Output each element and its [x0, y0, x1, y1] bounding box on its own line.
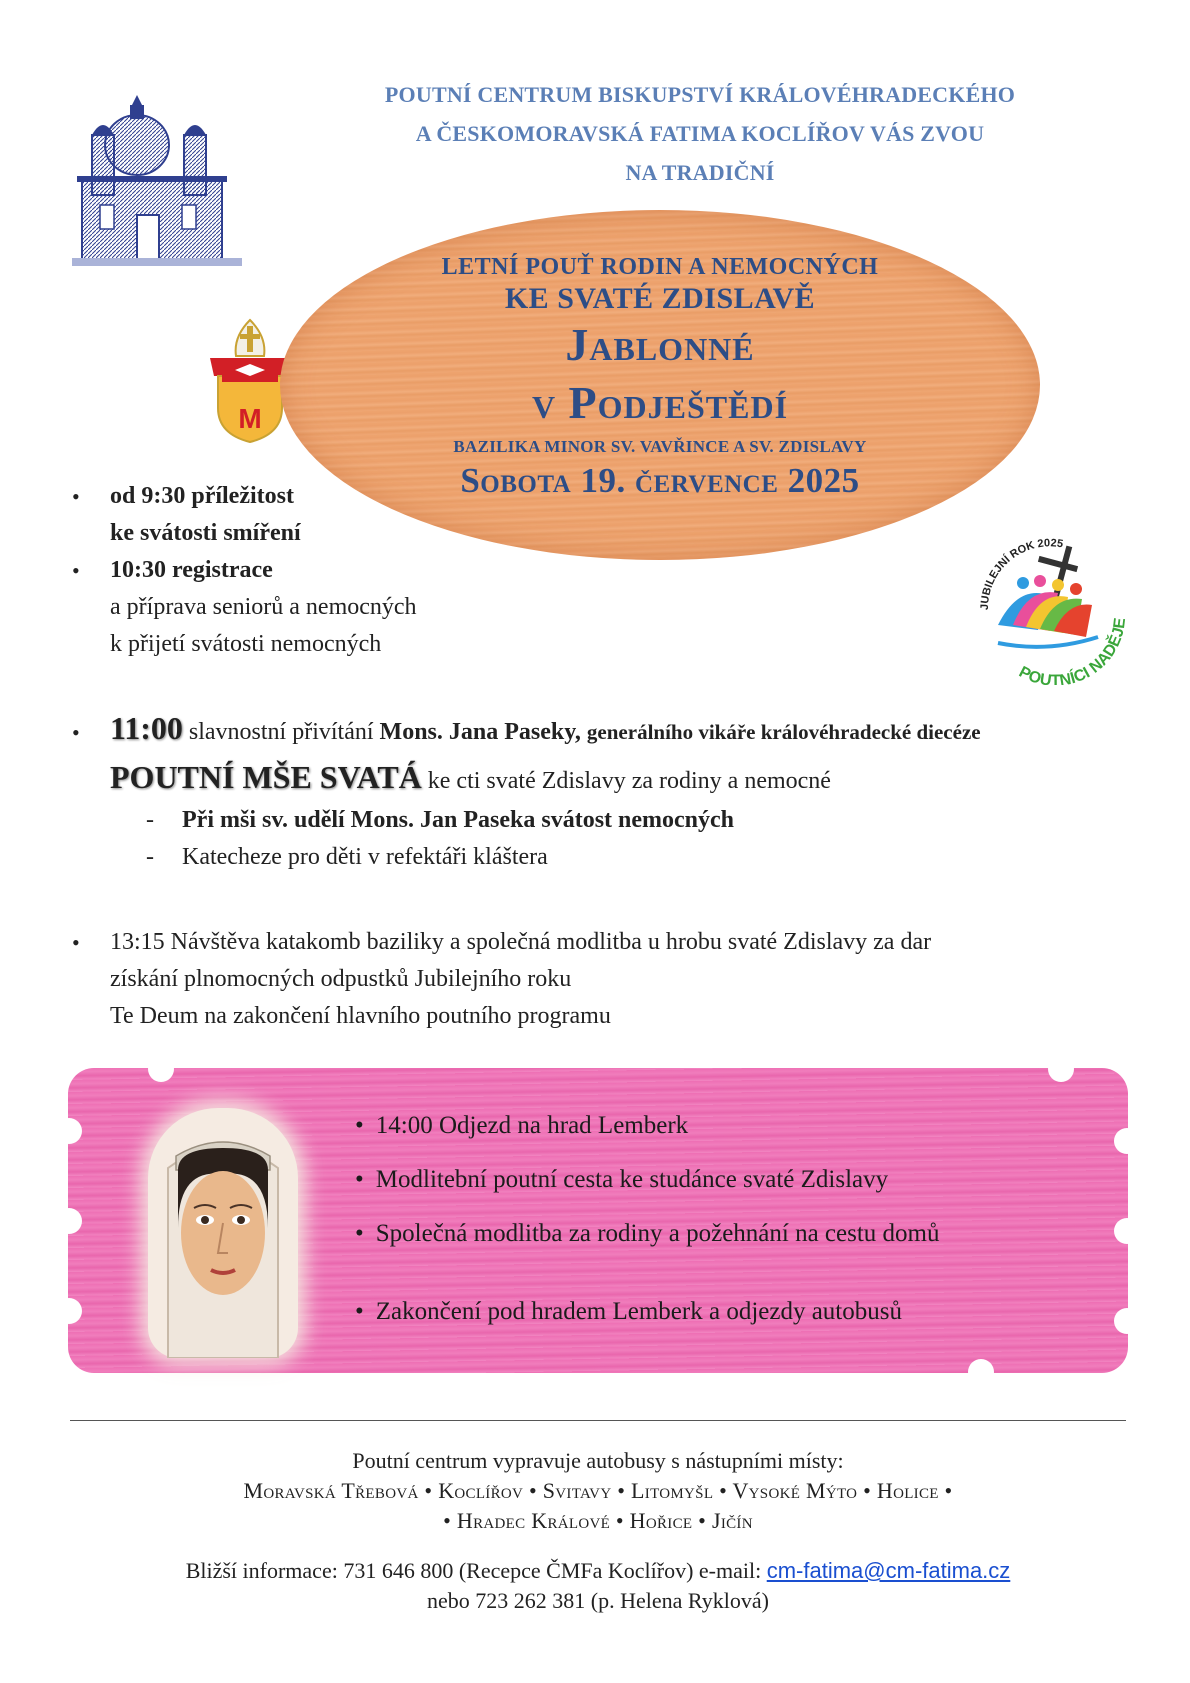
schedule-mass — [72, 710, 1150, 876]
email-link[interactable]: cm-fatima@cm-fatima.cz — [766, 1558, 1011, 1583]
item3-role: generálního vikáře královéhradecké diecéze — [586, 720, 981, 744]
mass-title: POUTNÍ MŠE SVATÁ — [110, 759, 422, 795]
list-item: • 10:30 registrace a příprava seniorů a nemocných k přijetí svátosti nemocných — [110, 552, 417, 663]
jubilee-logo — [968, 525, 1138, 685]
header-line-3: NA TRADIČNÍ — [625, 160, 775, 185]
title-line-2: KE SVATÉ ZDISLAVĚ — [504, 282, 816, 315]
list-item: • Zakončení pod hradem Lemberk a odjezdy autobusů — [355, 1298, 902, 1325]
crest-letter: M — [238, 403, 262, 434]
footer-line-1: Poutní centrum vypravuje autobusy s nástupními místy: — [352, 1448, 844, 1473]
header — [300, 75, 1100, 192]
sub1-text: Při mši sv. udělí Mons. Jan Paseka svátost nemocných — [182, 807, 735, 833]
list-item: • Společná modlitba za rodiny a požehnání na cestu domů — [355, 1220, 940, 1247]
footer-stops-1: Moravská Třebová • Koclířov • Svitavy • Litomyšl • Vysoké Mýto • Holice • — [243, 1478, 953, 1503]
item4-line2: získání plnomocných odpustků Jubilejního roku — [110, 966, 572, 992]
item1-line1: od 9:30 příležitost — [110, 483, 294, 509]
footer-bus-info — [70, 1446, 1126, 1536]
afternoon-item-1: 14:00 Odjezd na hrad Lemberk — [375, 1112, 689, 1139]
schedule-morning — [72, 478, 417, 663]
list-item: • Modlitební poutní cesta ke studánce svaté Zdislavy — [355, 1166, 889, 1193]
list-item: • 13:15 Návštěva katakomb baziliky a společná modlitba u hrobu svaté Zdislavy za dar získání plnomocných odpustků Jubilejního roku Te Deum na zakončení hlavního poutního programu — [110, 924, 1150, 1035]
jubilee-arc-top: JUBILEJNÍ ROK 2025 — [978, 537, 1064, 611]
afternoon-item-3: Společná modlitba za rodiny a požehnání na cestu domů — [375, 1220, 940, 1247]
sub-item: - Katecheze pro děti v refektáři kláštera — [146, 844, 548, 870]
footer-contact — [70, 1556, 1126, 1616]
list-item: • 11:00 slavnostní přivítání Mons. Jana Paseky, generálního vikáře královéhradecké diecéze — [72, 710, 981, 746]
jubilee-arc-bottom: POUTNÍCI NADĚJE — [1015, 617, 1130, 685]
item4-line1: 13:15 Návštěva katakomb baziliky a společná modlitba u hrobu svaté Zdislavy za dar — [110, 929, 932, 955]
mass-line — [110, 759, 1150, 800]
title-date: Sobota 19. července 2025 — [460, 461, 860, 500]
item4-line3: Te Deum na zakončení hlavního poutního programu — [110, 1003, 611, 1029]
sub-item: - Při mši sv. udělí Mons. Jan Paseka svátost nemocných — [146, 807, 735, 833]
item1-line2: ke svátosti smíření — [110, 520, 301, 546]
contact-info: Bližší informace: 731 646 800 (Recepce ČMFa Koclířov) e-mail: — [185, 1558, 762, 1583]
title-line-1: LETNÍ POUŤ RODIN A NEMOCNÝCH — [441, 254, 879, 280]
afternoon-item-2: Modlitební poutní cesta ke studánce svaté Zdislavy — [375, 1166, 889, 1193]
title-block — [330, 252, 990, 502]
header-line-2: A ČESKOMORAVSKÁ FATIMA KOCLÍŘOV VÁS ZVOU — [415, 121, 985, 146]
item2-line1: 10:30 registrace — [110, 557, 273, 583]
contact-info-2: nebo 723 262 381 (p. Helena Ryklová) — [427, 1588, 769, 1613]
item3-text: slavnostní přivítání — [188, 719, 374, 745]
title-place-1: Jablonné — [565, 319, 755, 370]
list-item: • od 9:30 příležitost ke svátosti smíření — [110, 478, 417, 552]
sub2-text: Katecheze pro děti v refektáři kláštera — [182, 844, 548, 870]
afternoon-item-4: Zakončení pod hradem Lemberk a odjezdy autobusů — [375, 1298, 902, 1325]
item3-person: Mons. Jana Paseky, — [379, 719, 581, 745]
divider — [70, 1420, 1126, 1421]
item3-time: 11:00 — [110, 710, 183, 746]
item2-line3: k přijetí svátosti nemocných — [110, 631, 382, 657]
title-place-2: v Podještědí — [531, 377, 789, 428]
schedule-afternoon — [72, 924, 1150, 1035]
mass-text: ke cti svaté Zdislavy za rodiny a nemocné — [427, 768, 831, 794]
footer-stops-2: • Hradec Králové • Hořice • Jičín — [443, 1508, 753, 1533]
saint-zdislava-portrait — [148, 1108, 298, 1358]
list-item: • 14:00 Odjezd na hrad Lemberk — [355, 1112, 689, 1139]
header-line-1: POUTNÍ CENTRUM BISKUPSTVÍ KRÁLOVÉHRADECKÉHO — [384, 82, 1016, 107]
title-basilica: BAZILIKA MINOR SV. VAVŘINCE A SV. ZDISLAVY — [453, 437, 867, 456]
item2-line2: a příprava seniorů a nemocných — [110, 594, 417, 620]
basilica-illustration — [72, 90, 242, 280]
